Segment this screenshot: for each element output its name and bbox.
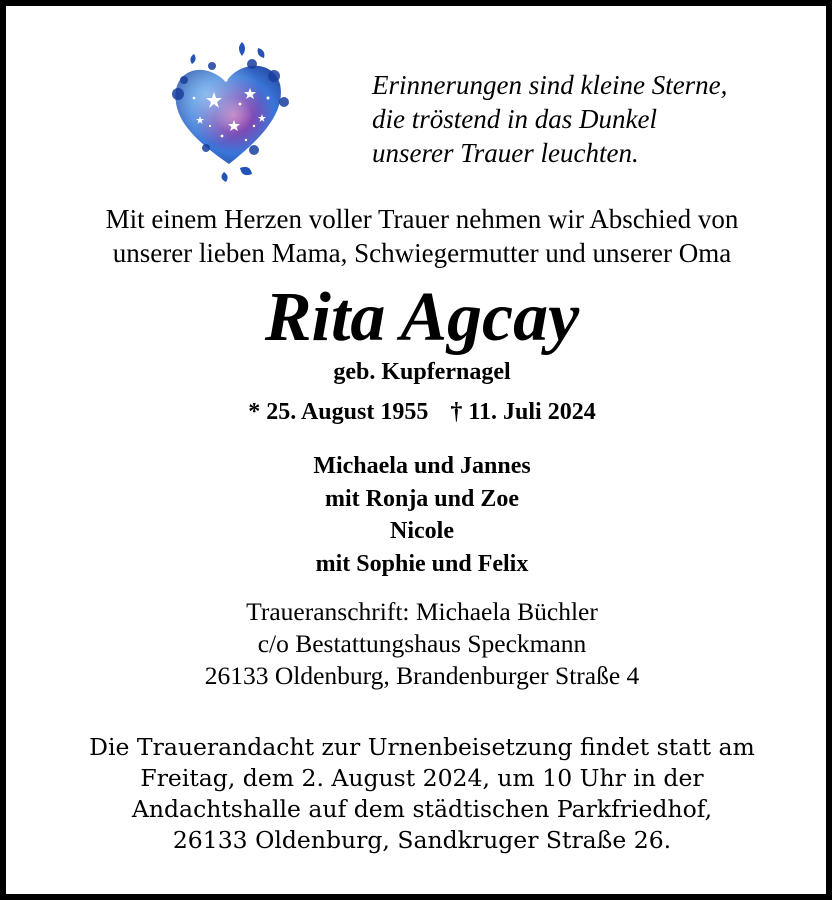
mourner-line: mit Sophie und Felix bbox=[315, 550, 529, 577]
quote-line: Erinnerungen sind kleine Sterne, bbox=[372, 70, 728, 100]
birth-date: * 25. August 1955 bbox=[248, 399, 429, 425]
life-dates bbox=[6, 395, 832, 429]
service-line: 26133 Oldenburg, Sandkruger Straße 26. bbox=[172, 826, 672, 854]
service-details bbox=[6, 732, 832, 856]
condolence-address bbox=[6, 596, 832, 692]
service-line: Freitag, dem 2. August 2024, um 10 Uhr in der bbox=[140, 764, 704, 792]
address-line: c/o Bestattungshaus Speckmann bbox=[257, 629, 587, 658]
death-date: † 11. Juli 2024 bbox=[450, 399, 596, 425]
birth-name: geb. Kupfernagel bbox=[333, 359, 511, 385]
service-line: Andachtshalle auf dem städtischen Parkfriedhof, bbox=[131, 795, 713, 823]
quote-line: unserer Trauer leuchten. bbox=[372, 138, 639, 168]
service-line: Die Trauerandacht zur Urnenbeisetzung findet statt am bbox=[89, 733, 755, 761]
intro-line: unserer lieben Mama, Schwiegermutter und unserer Oma bbox=[112, 238, 732, 268]
mourners-list bbox=[6, 450, 832, 580]
mourner-line: Nicole bbox=[390, 518, 454, 544]
deceased-name: Rita Agcay bbox=[264, 279, 580, 356]
star-heart-icon bbox=[154, 32, 304, 182]
memorial-quote bbox=[372, 68, 792, 170]
intro-text bbox=[6, 202, 832, 270]
mourner-line: mit Ronja und Zoe bbox=[324, 485, 520, 512]
address-line: Traueranschrift: Michaela Büchler bbox=[246, 597, 598, 626]
mourner-line: Michaela und Jannes bbox=[313, 453, 531, 479]
intro-line: Mit einem Herzen voller Trauer nehmen wir Abschied von bbox=[105, 204, 739, 234]
quote-line: die tröstend in das Dunkel bbox=[372, 104, 657, 134]
address-line: 26133 Oldenburg, Brandenburger Straße 4 bbox=[204, 661, 640, 690]
